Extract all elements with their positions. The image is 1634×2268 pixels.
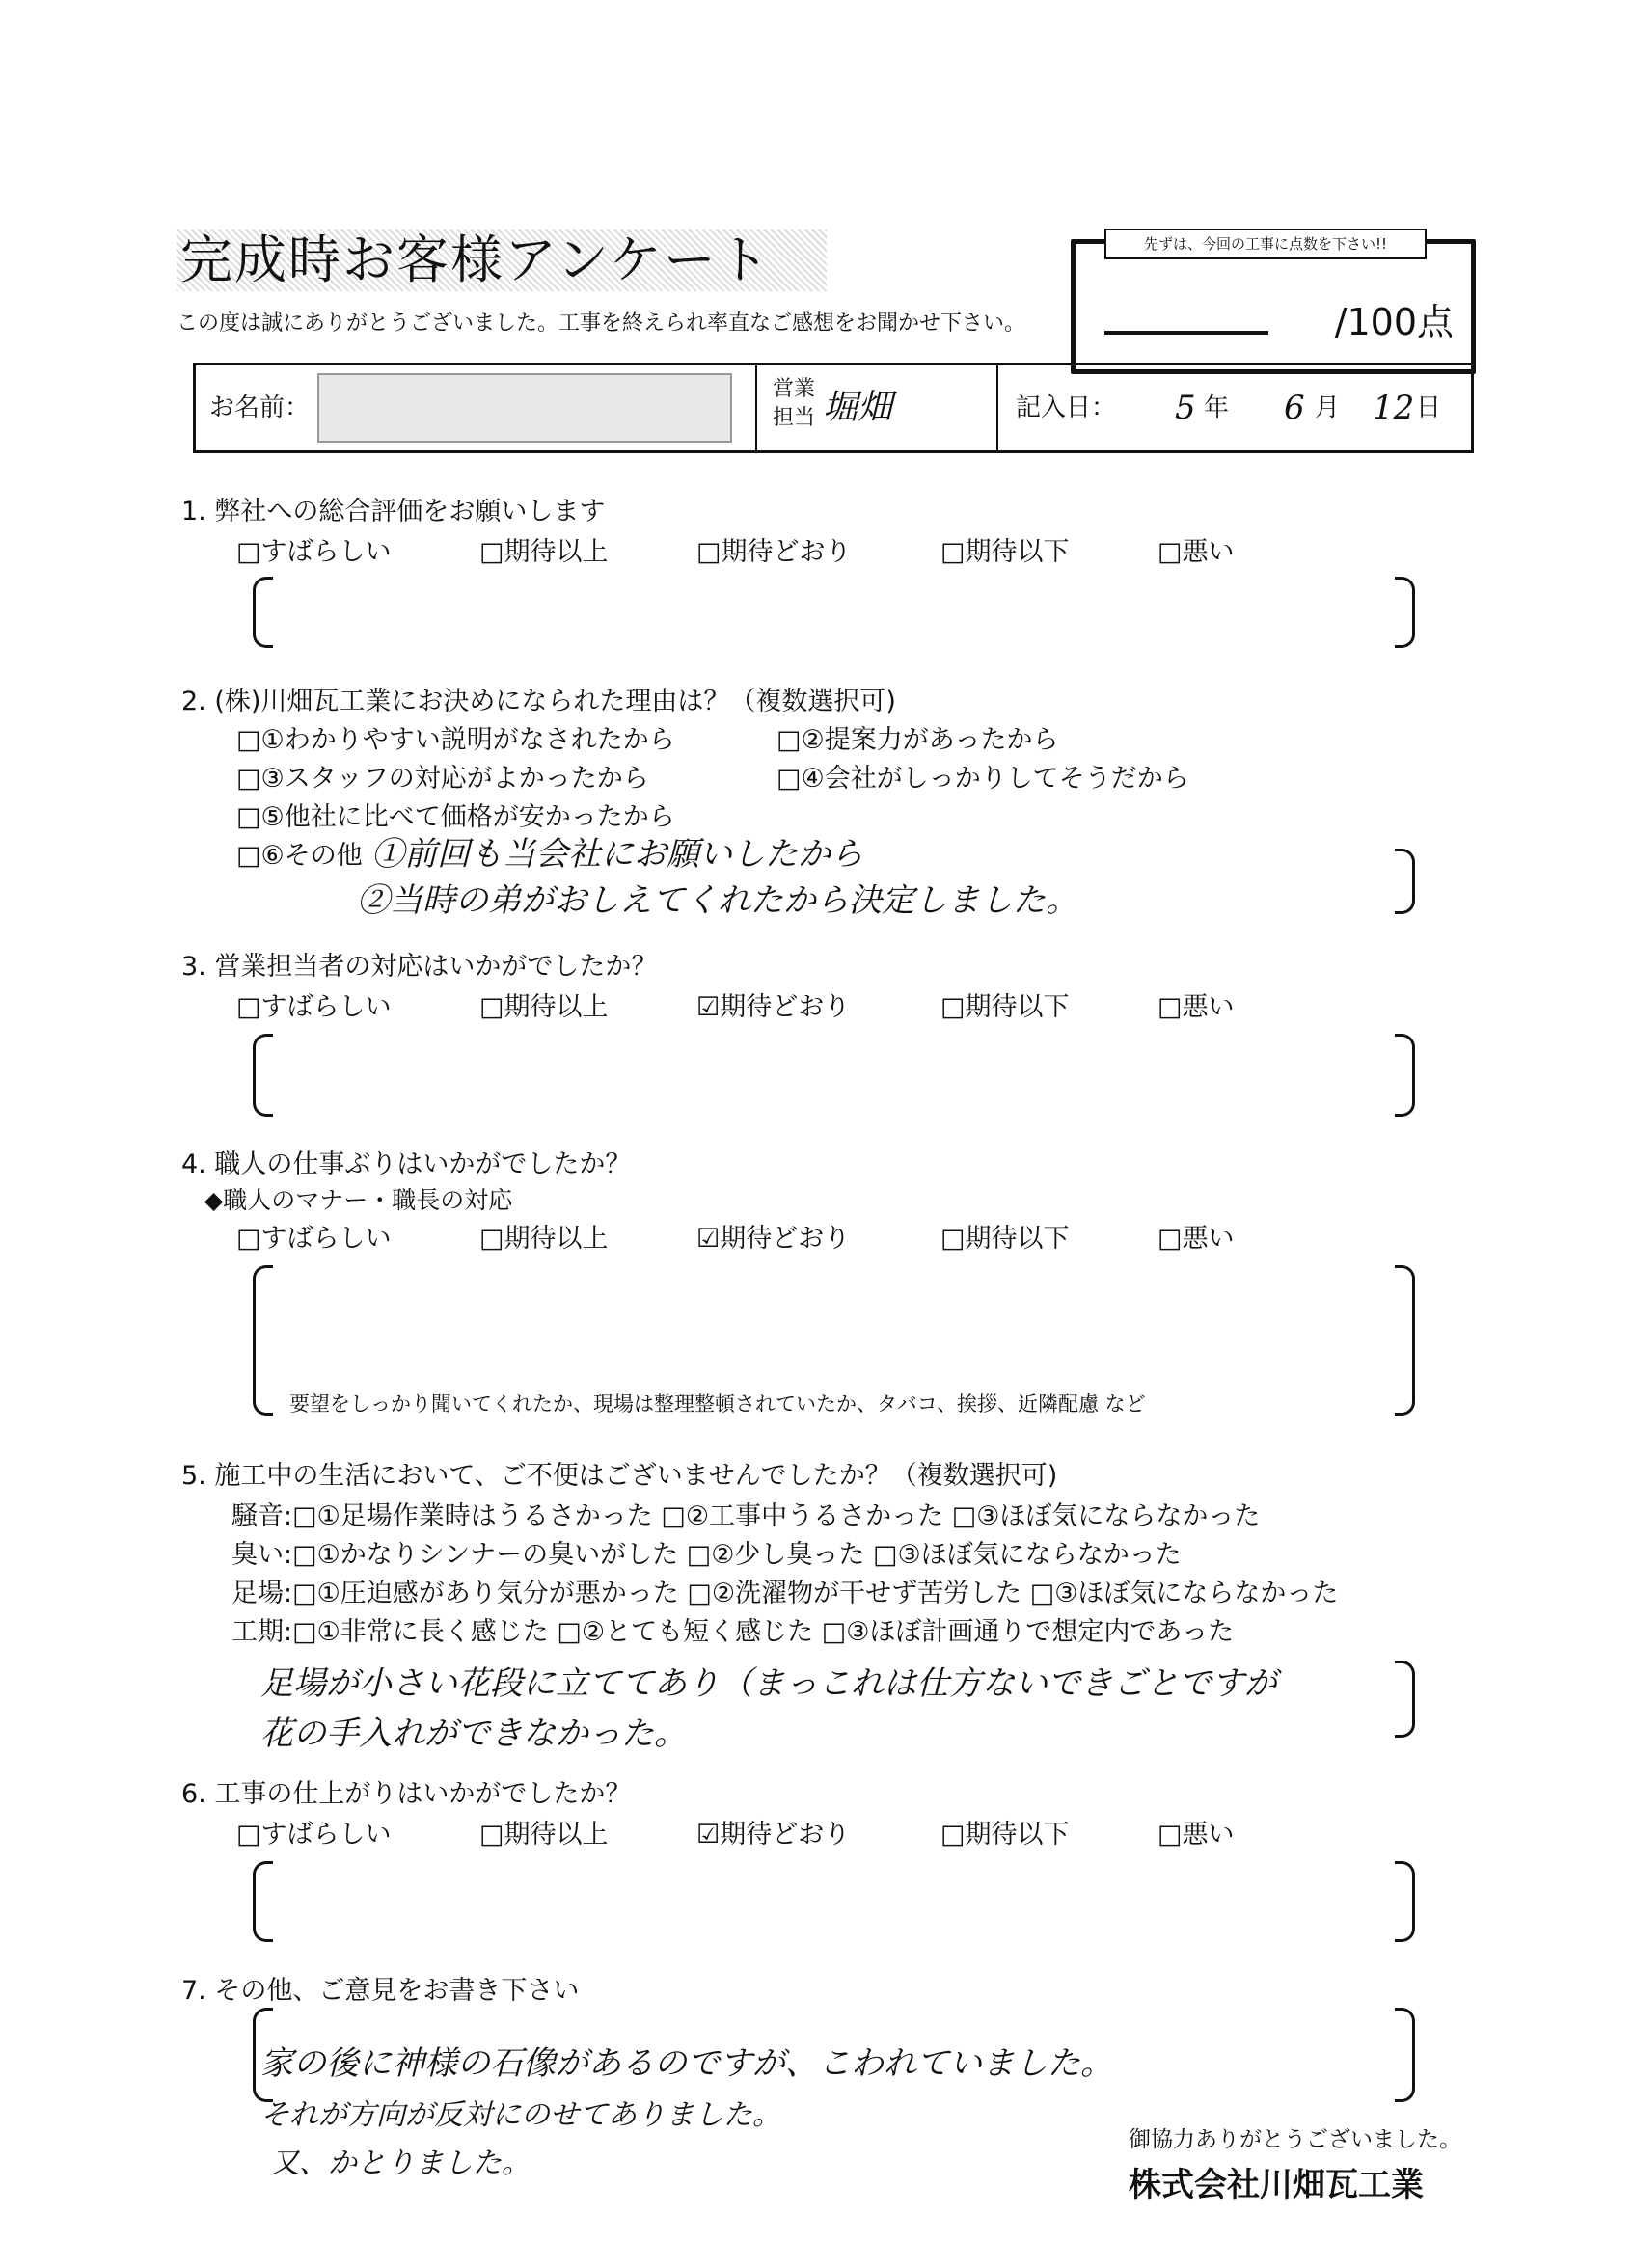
q4-opt-bad[interactable]: □悪い xyxy=(1157,1224,1235,1254)
q6-comment-bracket-left xyxy=(253,1861,273,1942)
year-unit: 年 xyxy=(1204,393,1230,422)
q1-opt-below[interactable]: □期待以下 xyxy=(940,537,1070,567)
q3-label: 3. 営業担当者の対応はいかがでしたか？ xyxy=(181,952,658,982)
q2-opt-6[interactable]: □⑥その他 xyxy=(236,841,363,871)
q3-comment-bracket-left xyxy=(253,1034,273,1117)
q1-comment-bracket-left xyxy=(253,577,273,648)
q4-opt-below[interactable]: □期待以下 xyxy=(940,1224,1070,1254)
q3-opt-excellent[interactable]: □すばらしい xyxy=(236,992,392,1022)
q1-opt-as-expected[interactable]: □期待どおり xyxy=(696,537,852,567)
q2-opt-1[interactable]: □①わかりやすい説明がなされたから xyxy=(236,725,675,755)
score-box xyxy=(1071,235,1476,374)
q3-opt-above[interactable]: □期待以上 xyxy=(479,992,609,1022)
date-label: 記入日： xyxy=(1016,393,1117,422)
q3-opt-below[interactable]: □期待以下 xyxy=(940,992,1070,1022)
footer-thanks: 御協力ありがとうございました。 xyxy=(1129,2127,1461,2152)
q5-label: 5. 施工中の生活において、ご不便はございませんでしたか？（複数選択可) xyxy=(181,1461,1058,1491)
q7-comment-bracket-right xyxy=(1395,2008,1415,2102)
q7-handwritten-3: 又、かとりました。 xyxy=(270,2146,531,2180)
q2-opt-3[interactable]: □③スタッフの対応がよかったから xyxy=(236,764,649,794)
year-value: 5 xyxy=(1175,389,1196,427)
q1-opt-bad[interactable]: □悪い xyxy=(1157,537,1235,567)
q6-opt-below[interactable]: □期待以下 xyxy=(940,1820,1070,1850)
month-unit: 月 xyxy=(1315,393,1341,422)
q2-label: 2. (株)川畑瓦工業にお決めになられた理由は？（複数選択可) xyxy=(181,687,896,716)
q4-opt-excellent[interactable]: □すばらしい xyxy=(236,1224,392,1254)
q4-label: 4. 職人の仕事ぶりはいかがでしたか？ xyxy=(181,1149,632,1179)
q6-comment-bracket-right xyxy=(1395,1861,1415,1942)
staff-label-1: 営業 xyxy=(773,377,816,401)
score-blank-line xyxy=(1104,331,1268,335)
q1-opt-above[interactable]: □期待以上 xyxy=(479,537,609,567)
q4-comment-bracket-left xyxy=(253,1265,273,1416)
name-field-redacted[interactable] xyxy=(317,373,732,443)
name-label: お名前： xyxy=(209,393,311,422)
q3-comment-bracket-right xyxy=(1395,1034,1415,1117)
divider xyxy=(755,365,757,450)
q6-label: 6. 工事の仕上がりはいかがでしたか？ xyxy=(181,1779,632,1809)
q2-comment-bracket-right xyxy=(1395,849,1415,914)
q2-opt-2[interactable]: □②提案力があったから xyxy=(776,725,1059,755)
q5-row-scaffold[interactable]: 足場:□①圧迫感があり気分が悪かった □②洗濯物が干せず苦労した □③ほぼ気にならなかった xyxy=(231,1579,1339,1608)
staff-label xyxy=(773,375,815,433)
q2-handwritten-1: ①前回も当会社にお願いしたから xyxy=(371,835,863,874)
q5-comment-bracket-right xyxy=(1395,1660,1415,1738)
score-header: 先ずは、今回の工事に点数を下さい!! xyxy=(1104,229,1427,259)
q6-opt-as-expected-checked[interactable]: ☑期待どおり xyxy=(696,1820,851,1850)
divider xyxy=(996,365,998,450)
staff-label-2: 担当 xyxy=(773,406,816,430)
company-name: 株式会社川畑瓦工業 xyxy=(1129,2166,1424,2204)
q6-opt-bad[interactable]: □悪い xyxy=(1157,1820,1235,1850)
q3-opt-as-expected-checked[interactable]: ☑期待どおり xyxy=(696,992,851,1022)
q5-row-noise[interactable]: 騒音:□①足場作業時はうるさかった □②工事中うるさかった □③ほぼ気にならなかった xyxy=(231,1501,1261,1531)
q5-row-smell[interactable]: 臭い:□①かなりシンナーの臭いがした □②少し臭った □③ほぼ気にならなかった xyxy=(231,1540,1182,1570)
survey-title: 完成時お客様アンケート xyxy=(177,230,827,291)
day-value: 12 xyxy=(1373,389,1415,427)
score-suffix: /100点 xyxy=(1334,301,1454,343)
q7-label: 7. その他、ご意見をお書き下さい xyxy=(181,1976,580,2006)
q6-opt-excellent[interactable]: □すばらしい xyxy=(236,1820,392,1850)
q5-handwritten-2: 花の手入れができなかった。 xyxy=(260,1714,687,1753)
q4-opt-above[interactable]: □期待以上 xyxy=(479,1224,609,1254)
q3-opt-bad[interactable]: □悪い xyxy=(1157,992,1235,1022)
q5-row-schedule[interactable]: 工期:□①非常に長く感じた □②とても短く感じた □③ほぼ計画通りで想定内であった xyxy=(231,1617,1235,1647)
q7-handwritten-2: それが方向が反対にのせてありました。 xyxy=(260,2098,781,2132)
q1-label: 1. 弊社への総合評価をお願いします xyxy=(181,497,606,526)
q1-comment-bracket-right xyxy=(1395,577,1415,648)
q7-handwritten-1: 家の後に神様の石像があるのですが、こわれていました。 xyxy=(260,2044,1113,2083)
survey-subtitle: この度は誠にありがとうございました。工事を終えられ率直なご感想をお聞かせ下さい。 xyxy=(177,311,1026,336)
day-unit: 日 xyxy=(1416,393,1442,422)
info-row xyxy=(193,363,1474,453)
q1-opt-excellent[interactable]: □すばらしい xyxy=(236,537,392,567)
q4-sub-label: ◆職人のマナー・職長の対応 xyxy=(204,1186,513,1214)
q6-opt-above[interactable]: □期待以上 xyxy=(479,1820,609,1850)
q2-opt-4[interactable]: □④会社がしっかりしてそうだから xyxy=(776,764,1189,794)
q4-hint-note: 要望をしっかり聞いてくれたか、現場は整理整頓されていたか、タバコ、挨拶、近隣配慮 など xyxy=(289,1392,1146,1416)
q2-handwritten-2: ②当時の弟がおしえてくれたから決定しました。 xyxy=(357,881,1078,920)
staff-value: 堀畑 xyxy=(823,388,893,427)
month-value: 6 xyxy=(1284,389,1305,427)
q2-opt-5[interactable]: □⑤他社に比べて価格が安かったから xyxy=(236,802,675,832)
q4-comment-bracket-right xyxy=(1395,1265,1415,1416)
q5-handwritten-1: 足場が小さい花段に立ててあり（まっこれは仕方ないできごとですが xyxy=(260,1664,1277,1703)
q4-opt-as-expected-checked[interactable]: ☑期待どおり xyxy=(696,1224,851,1254)
